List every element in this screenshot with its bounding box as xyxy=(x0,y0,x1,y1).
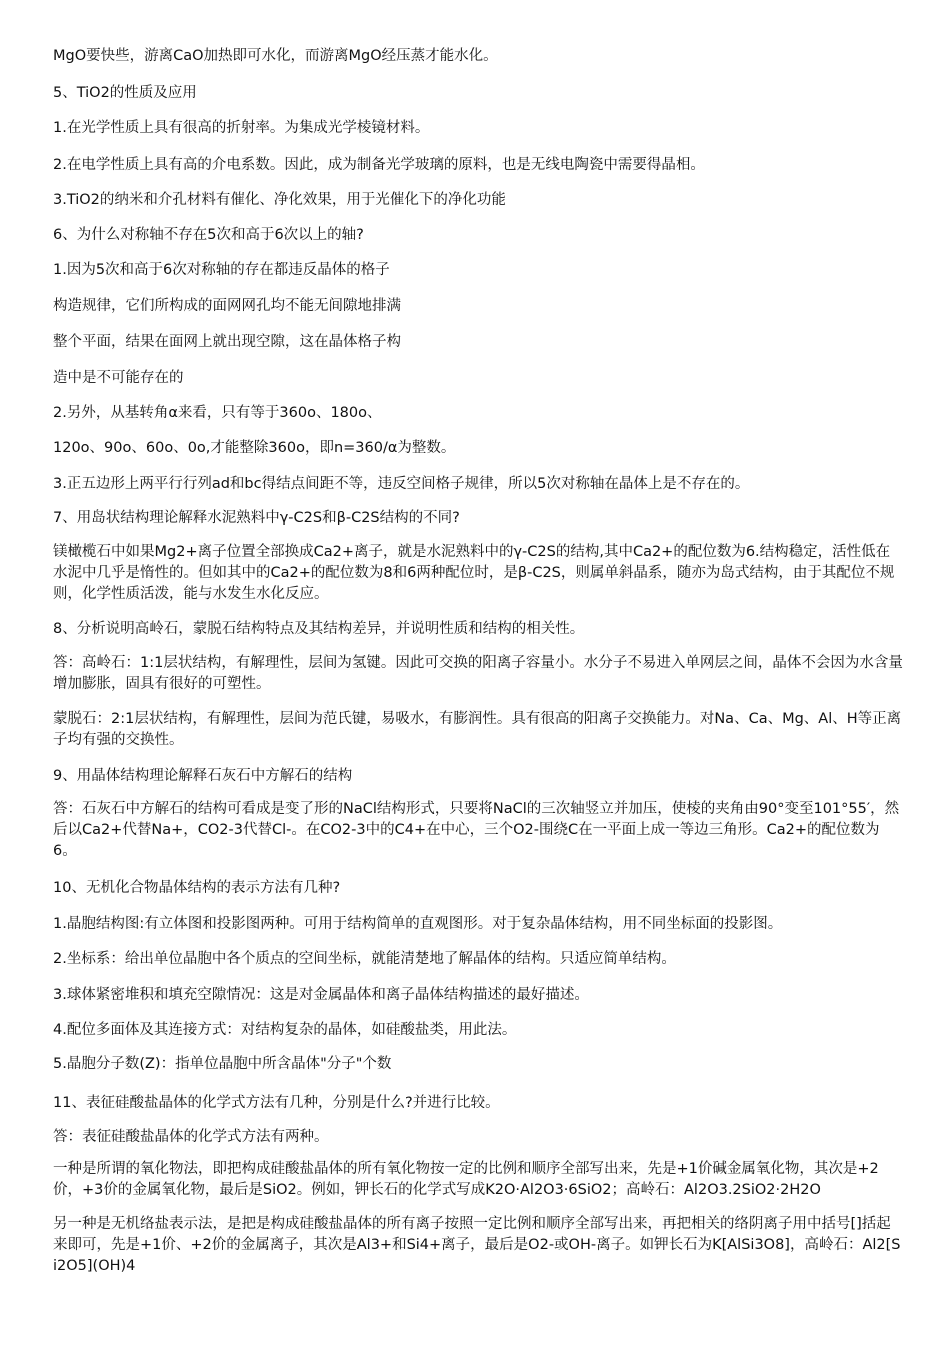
heading-section-6: 6、为什么对称轴不存在5次和高于6次以上的轴? xyxy=(53,227,364,243)
paragraph-10-3: 3.球体紧密堆积和填充空隙情况：这是对金属晶体和离子晶体结构描述的最好描述。 xyxy=(53,987,589,1003)
paragraph-11-oxide-method: 一种是所谓的氧化物法，即把构成硅酸盐晶体的所有氧化物按一定的比例和顺序全部写出来，先是+1价碱金属氧化物，其次是+2价，+3价的金属氧化物，最后是SiO2。例如，钾长石的化学式写成K2O·Al2O3·6SiO2；高岭石：Al2O3.2SiO2·2H2O xyxy=(53,1161,879,1198)
paragraph-9-answer: 答：石灰石中方解石的结构可看成是变了形的NaCl结构形式，只要将NaCl的三次轴竖立并加压，使棱的夹角由90°变至101°55′，然后以Ca2+代替Na+，CO2-3代替Cl-。在CO2-3中的C4+在中心，三个O2-围绕C在一平面上成一等边三角形。Ca2+的配位数为6。 xyxy=(53,801,900,859)
paragraph-5-2: 2.在电学性质上具有高的介电系数。因此，成为制备光学玻璃的原料，也是无线电陶瓷中需要得晶相。 xyxy=(53,157,705,173)
paragraph-10-4: 4.配位多面体及其连接方式：对结构复杂的晶体，如硅酸盐类，用此法。 xyxy=(53,1022,517,1038)
paragraph-mgo-hydration: MgO要快些，游离CaO加热即可水化，而游离MgO经压蒸才能水化。 xyxy=(53,48,498,64)
paragraph-6-3: 3.正五边形上两平行行列ad和bc得结点间距不等，违反空间格子规律，所以5次对称轴在晶体上是不存在的。 xyxy=(53,476,750,492)
paragraph-6-1d: 造中是不可能存在的 xyxy=(53,370,184,386)
paragraph-6-2b: 120o、90o、60o、0o,才能整除360o，即n=360/α为整数。 xyxy=(53,440,456,456)
paragraph-6-1c: 整个平面，结果在面网上就出现空隙，这在晶体格子构 xyxy=(53,334,401,350)
paragraph-5-1: 1.在光学性质上具有很高的折射率。为集成光学棱镜材料。 xyxy=(53,120,430,136)
heading-section-7: 7、用岛状结构理论解释水泥熟料中γ-C2S和β-C2S结构的不同? xyxy=(53,510,460,526)
paragraph-6-1b: 构造规律，它们所构成的面网网孔均不能无间隙地排满 xyxy=(53,298,401,314)
paragraph-7-answer: 镁橄榄石中如果Mg2+离子位置全部换成Ca2+离子，就是水泥熟料中的γ-C2S的结构,其中Ca2+的配位数为6.结构稳定，活性低在水泥中几乎是惰性的。但如其中的Ca2+的配位数为8和6两种配位时，是β-C2S，则属单斜晶系，随亦为岛式结构，由于其配位不规则，化学性质活泼，能与水发生水化反应。 xyxy=(53,544,895,602)
paragraph-10-5: 5.晶胞分子数(Z)：指单位晶胞中所含晶体"分子"个数 xyxy=(53,1056,392,1072)
paragraph-8-kaolinite: 答：高岭石：1:1层状结构，有解理性，层间为氢键。因此可交换的阳离子容量小。水分子不易进入单网层之间，晶体不会因为水含量增加膨胀，固具有很好的可塑性。 xyxy=(53,655,903,692)
paragraph-11-complex-salt-method: 另一种是无机络盐表示法，是把是构成硅酸盐晶体的所有离子按照一定比例和顺序全部写出来，再把相关的络阴离子用中括号[]括起来即可，先是+1价、+2价的金属离子，其次是Al3+和Si4+离子，最后是O2-或OH-离子。如钾长石为K[AlSi3O8]，高岭石：Al2[Si2O5](OH)4 xyxy=(53,1216,901,1274)
paragraph-10-2: 2.坐标系：给出单位晶胞中各个质点的空间坐标，就能清楚地了解晶体的结构。只适应简单结构。 xyxy=(53,951,676,967)
paragraph-10-1: 1.晶胞结构图:有立体图和投影图两种。可用于结构简单的直观图形。对于复杂晶体结构，用不同坐标面的投影图。 xyxy=(53,916,783,932)
paragraph-11-answer: 答：表征硅酸盐晶体的化学式方法有两种。 xyxy=(53,1129,329,1145)
paragraph-5-3: 3.TiO2的纳米和介孔材料有催化、净化效果，用于光催化下的净化功能 xyxy=(53,192,506,208)
paragraph-8-montmorillonite: 蒙脱石：2:1层状结构，有解理性，层间为范氏键，易吸水，有膨润性。具有很高的阳离子交换能力。对Na、Ca、Mg、Al、H等正离子均有强的交换性。 xyxy=(53,711,902,748)
heading-section-11: 11、表征硅酸盐晶体的化学式方法有几种，分别是什么?并进行比较。 xyxy=(53,1095,500,1111)
paragraph-6-1a: 1.因为5次和高于6次对称轴的存在都违反晶体的格子 xyxy=(53,262,390,278)
heading-section-8: 8、分析说明高岭石，蒙脱石结构特点及其结构差异，并说明性质和结构的相关性。 xyxy=(53,621,585,637)
heading-section-10: 10、无机化合物晶体结构的表示方法有几种? xyxy=(53,880,341,896)
heading-section-9: 9、用晶体结构理论解释石灰石中方解石的结构 xyxy=(53,768,353,784)
paragraph-6-2a: 2.另外，从基转角α来看，只有等于360o、180o、 xyxy=(53,405,382,421)
heading-section-5: 5、TiO2的性质及应用 xyxy=(53,85,197,101)
